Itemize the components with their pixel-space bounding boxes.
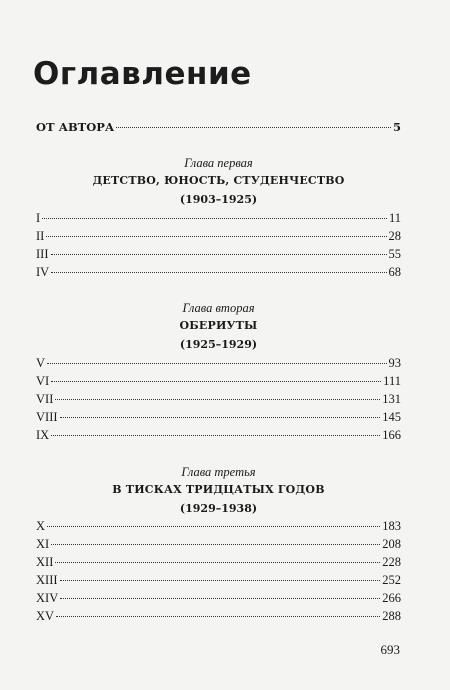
toc-entry-page: 68 <box>388 265 401 279</box>
toc-entry-page: 266 <box>382 591 401 605</box>
chapter-years: (1903–1925) <box>179 193 258 206</box>
toc-entry-label: VIII <box>36 410 58 424</box>
leader-dots <box>55 562 380 563</box>
leader-dots <box>60 417 381 418</box>
toc-entry-label: II <box>36 229 45 243</box>
leader-dots <box>60 598 380 599</box>
toc-entry <box>36 590 401 606</box>
toc-entry-page: 208 <box>382 537 401 551</box>
toc-entry-page: 5 <box>392 120 401 134</box>
leader-dots <box>42 218 387 219</box>
toc-entry-page: 111 <box>383 374 401 388</box>
toc-entry <box>36 536 401 552</box>
page-number: 693 <box>380 642 400 657</box>
toc-entry <box>36 228 401 244</box>
chapter-kicker: Глава первая <box>184 156 253 170</box>
chapter-years: (1929–1938) <box>179 502 258 515</box>
toc-entry-label: IV <box>36 265 50 279</box>
leader-dots <box>55 399 380 400</box>
toc-entry-page: 228 <box>382 555 401 569</box>
toc-entry-label: X <box>36 519 46 533</box>
leader-dots <box>60 580 381 581</box>
toc-entry <box>36 572 401 588</box>
toc-entry-label: XI <box>36 537 50 551</box>
toc-entry-label: VII <box>36 392 54 406</box>
toc-entry-label: XII <box>36 555 54 569</box>
toc-entry-author <box>36 119 401 135</box>
toc-entry-page: 11 <box>388 211 401 225</box>
toc-entry-label: I <box>36 211 41 225</box>
toc-entry <box>36 608 401 624</box>
leader-dots <box>46 236 386 237</box>
toc-entry <box>36 264 401 280</box>
toc-entry-page: 166 <box>382 428 401 442</box>
toc-entry-page: 55 <box>388 247 401 261</box>
leader-dots <box>51 435 380 436</box>
toc-entry <box>36 373 401 389</box>
toc-entry-label: XIII <box>36 573 58 587</box>
toc-entry-label: V <box>36 356 46 370</box>
page-title: Оглавление <box>33 56 252 92</box>
chapter-kicker: Глава третья <box>181 465 256 479</box>
toc-entry-page: 288 <box>382 609 401 623</box>
toc-entry <box>36 518 401 534</box>
leader-dots <box>47 526 380 527</box>
toc-entry <box>36 246 401 262</box>
toc-entry-page: 145 <box>382 410 401 424</box>
toc-entry <box>36 391 401 407</box>
chapter-title: ДЕТСТВО, ЮНОСТЬ, СТУДЕНЧЕСТВО <box>92 174 345 187</box>
toc-entry <box>36 409 401 425</box>
toc-entry <box>36 427 401 443</box>
toc-entry <box>36 355 401 371</box>
toc-entry-label: ОТ АВТОРА <box>36 120 115 134</box>
toc-entry-page: 131 <box>382 392 401 406</box>
toc-entry <box>36 554 401 570</box>
chapter-years: (1925–1929) <box>179 338 258 351</box>
leader-dots <box>51 272 386 273</box>
toc-entry-page: 93 <box>388 356 401 370</box>
leader-dots <box>47 363 386 364</box>
toc-entry-label: IX <box>36 428 50 442</box>
chapter-title: ОБЕРИУТЫ <box>179 319 258 332</box>
toc-entry <box>36 210 401 226</box>
toc-entry-label: XV <box>36 609 55 623</box>
leader-dots <box>56 616 380 617</box>
leader-dots <box>51 544 380 545</box>
toc-entry-label: VI <box>36 374 50 388</box>
toc-entry-label: III <box>36 247 49 261</box>
toc-entry-page: 28 <box>388 229 401 243</box>
toc-entry-page: 252 <box>382 573 401 587</box>
toc-entry-page: 183 <box>382 519 401 533</box>
chapter-title: В ТИСКАХ ТРИДЦАТЫХ ГОДОВ <box>112 483 325 496</box>
leader-dots <box>51 381 381 382</box>
leader-dots <box>51 254 387 255</box>
toc-entry-label: XIV <box>36 591 59 605</box>
leader-dots <box>116 127 391 128</box>
chapter-kicker: Глава вторая <box>182 301 255 315</box>
